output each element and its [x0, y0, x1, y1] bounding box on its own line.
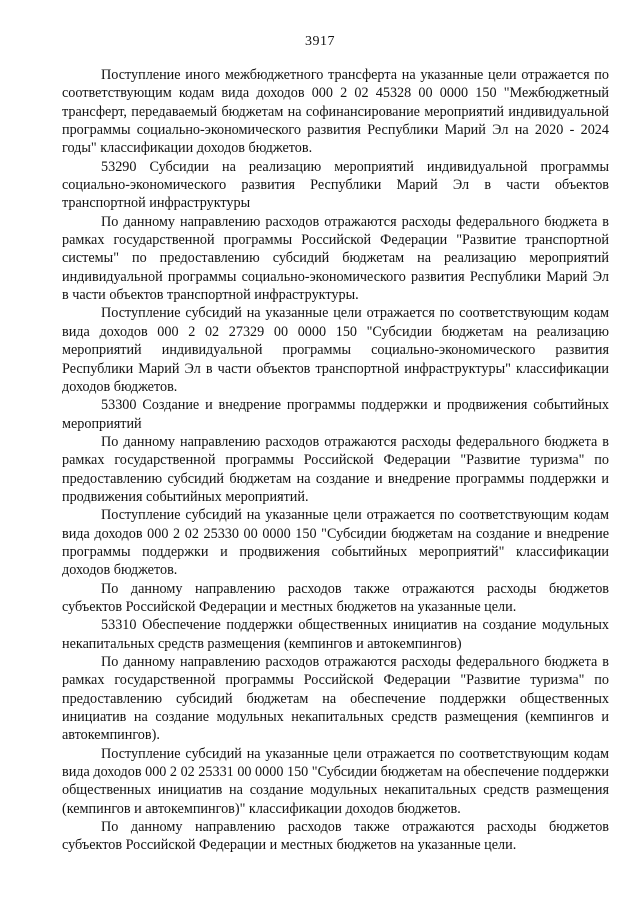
page-number: 3917 — [305, 34, 335, 49]
paragraph-53300-expenses: По данному направлению расходов отражаются расходы федерального бюджета в рамках государственной программы Российской Федерации "Развитие туризма" по предоставлению субсидий бюджетам на создание и внедрение программы поддержки и продвижения событийных мероприятий. — [62, 433, 609, 505]
paragraph-53300-regional: По данному направлению расходов также отражаются расходы бюджетов субъектов Российской Федерации и местных бюджетов на указанные цели. — [62, 580, 609, 615]
paragraph-transfer-income-45328: Поступление иного межбюджетного трансферта на указанные цели отражается по соответствующим кодам вида доходов 000 2 02 45328 00 0000 150 "Межбюджетный трансферт, передаваемый бюджетам на софинансирование мероприятий индивидуальной программы социально-экономического развития Республики Марий Эл на 2020 - 2024 годы" классификации доходов бюджетов. — [62, 67, 609, 157]
paragraph-53310-income: Поступление субсидий на указанные цели отражается по соответствующим кодам вида доходов 000 2 02 25331 00 0000 150 "Субсидии бюджетам на обеспечение поддержки общественных инициатив на создание модульных некапитальных средств размещения (кемпингов и автокемпингов)" классификации доходов бюджетов. — [62, 745, 609, 817]
document-body — [62, 66, 609, 855]
paragraph-53290-expenses: По данному направлению расходов отражаются расходы федерального бюджета в рамках государственной программы Российской Федерации "Развитие транспортной системы" по предоставлению субсидий бюджетам на реализацию мероприятий индивидуальной программы социально-экономического развития Республики Марий Эл в части объектов транспортной инфраструктуры. — [62, 213, 609, 304]
paragraph-53290-income: Поступление субсидий на указанные цели отражается по соответствующим кодам вида доходов 000 2 02 27329 00 0000 150 "Субсидии бюджетам на реализацию мероприятий индивидуальной программы социально-экономического развития Республики Марий Эл в части объектов транспортной инфраструктуры" классификации доходов бюджетов. — [62, 305, 609, 395]
paragraph-53310-regional: По данному направлению расходов также отражаются расходы бюджетов субъектов Российской Федерации и местных бюджетов на указанные цели. — [62, 819, 609, 854]
heading-53300: 53300 Создание и внедрение программы поддержки и продвижения событийных мероприятий — [62, 397, 609, 432]
paragraph-53300-income: Поступление субсидий на указанные цели отражается по соответствующим кодам вида доходов 000 2 02 25330 00 0000 150 "Субсидии бюджетам на создание и внедрение программы поддержки и продвижения событийных мероприятий" классификации доходов бюджетов. — [62, 507, 609, 579]
heading-53310: 53310 Обеспечение поддержки общественных инициатив на создание модульных некапитальных средств размещения (кемпингов и автокемпингов) — [62, 617, 609, 652]
heading-53290: 53290 Субсидии на реализацию мероприятий индивидуальной программы социально-экономического развития Республики Марий Эл в части объектов транспортной инфраструктуры — [62, 158, 609, 212]
paragraph-53310-expenses: По данному направлению расходов отражаются расходы федерального бюджета в рамках государственной программы Российской Федерации "Развитие туризма" по предоставлению субсидий бюджетам на обеспечение поддержки общественных инициатив на создание модульных некапитальных средств размещения (кемпингов и автокемпингов). — [62, 654, 609, 744]
